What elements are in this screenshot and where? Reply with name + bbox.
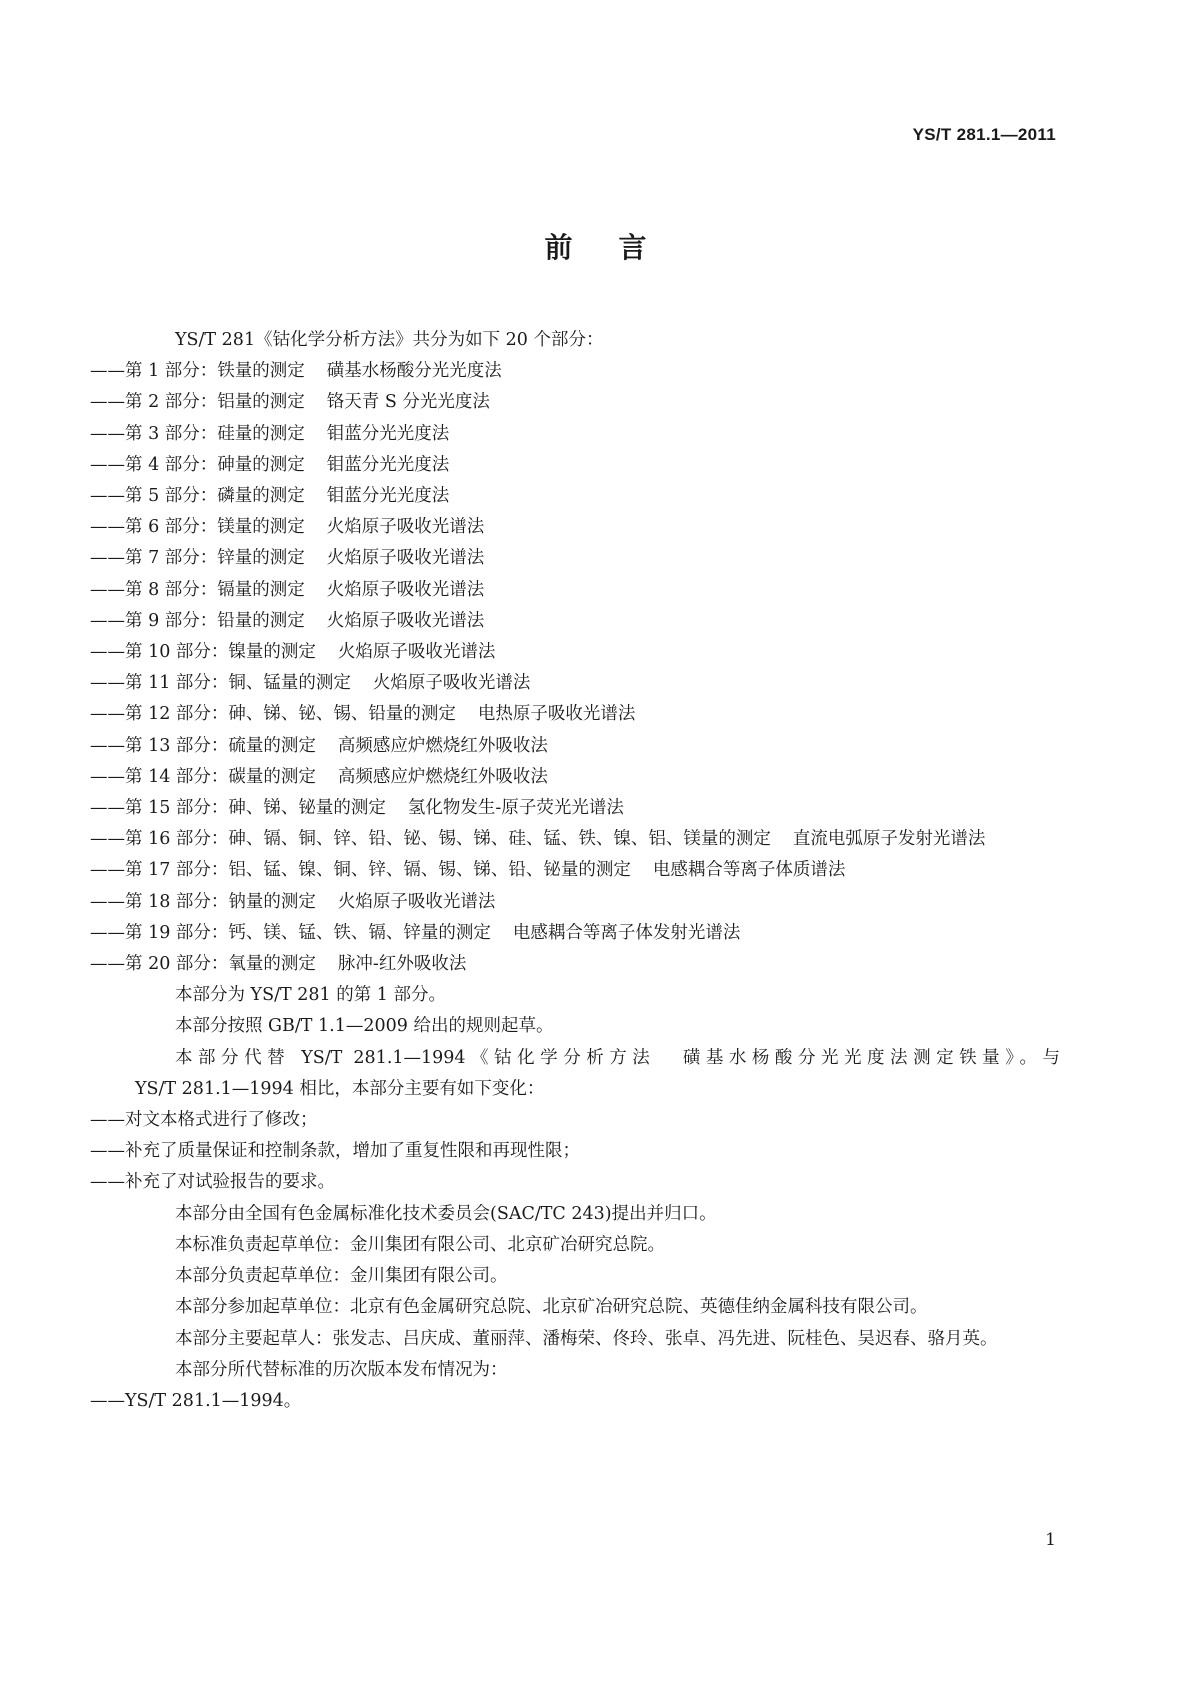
history-intro-paragraph: 本部分所代替标准的历次版本发布情况为： <box>175 1359 508 1380</box>
list-item: ——第 8 部分：镉量的测定 火焰原子吸收光谱法 <box>90 579 485 600</box>
parts-list <box>90 356 1060 980</box>
page-title: 前言 <box>544 231 693 264</box>
list-item: ——第 3 部分：硅量的测定 钼蓝分光光度法 <box>90 423 450 444</box>
participating-units-paragraph: 本部分参加起草单位：北京有色金属研究总院、北京矿冶研究总院、英德佳纳金属科技有限公司。 <box>175 1297 928 1318</box>
list-item: ——第 13 部分：硫量的测定 高频感应炉燃烧红外吸收法 <box>90 735 548 756</box>
standard-code: YS/T 281.1—2011 <box>912 125 1056 144</box>
list-item: ——第 17 部分：铝、锰、镍、铜、锌、镉、锡、锑、铅、铋量的测定 电感耦合等离子体质谱法 <box>90 860 846 881</box>
list-item: ——第 11 部分：铜、锰量的测定 火焰原子吸收光谱法 <box>90 673 531 694</box>
list-item: ——补充了对试验报告的要求。 <box>90 1172 335 1193</box>
list-item: ——第 7 部分：锌量的测定 火焰原子吸收光谱法 <box>90 548 485 569</box>
list-item: ——第 5 部分：磷量的测定 钼蓝分光光度法 <box>90 486 450 507</box>
replaces-paragraph: 本部分代替 YS/T 281.1—1994《钴化学分析方法 磺基水杨酸分光光度法测定铁量》。与 YS/T 281.1—1994 相比，本部分主要有如下变化： <box>135 1047 1060 1099</box>
foreword-body <box>90 325 1060 1417</box>
list-item: ——第 2 部分：铝量的测定 铬天青 S 分光光度法 <box>90 392 490 413</box>
main-drafters-paragraph: 本部分主要起草人：张发志、吕庆成、董丽萍、潘梅荣、佟玲、张卓、冯先进、阮桂色、吴迟春、骆月英。 <box>175 1328 998 1349</box>
list-item: ——第 15 部分：砷、锑、铋量的测定 氢化物发生-原子荧光光谱法 <box>90 798 624 819</box>
list-item: ——第 16 部分：砷、镉、铜、锌、铅、铋、锡、锑、硅、锰、铁、镍、铝、镁量的测定 直流电弧原子发射光谱法 <box>90 829 986 850</box>
list-item: ——第 10 部分：镍量的测定 火焰原子吸收光谱法 <box>90 642 496 663</box>
list-item: ——YS/T 281.1—1994。 <box>90 1390 302 1411</box>
list-item: ——第 9 部分：铅量的测定 火焰原子吸收光谱法 <box>90 610 485 631</box>
this-part-paragraph: 本部分为 YS/T 281 的第 1 部分。 <box>175 985 446 1006</box>
list-item: ——第 18 部分：钠量的测定 火焰原子吸收光谱法 <box>90 891 496 912</box>
list-item: ——第 19 部分：钙、镁、锰、铁、镉、锌量的测定 电感耦合等离子体发射光谱法 <box>90 922 741 943</box>
list-item: ——第 20 部分：氧量的测定 脉冲-红外吸收法 <box>90 954 467 975</box>
list-item: ——第 12 部分：砷、锑、铋、锡、铅量的测定 电热原子吸收光谱法 <box>90 704 636 725</box>
list-item: ——第 4 部分：砷量的测定 钼蓝分光光度法 <box>90 454 450 475</box>
history-list <box>90 1386 1060 1417</box>
standard-drafting-unit-paragraph: 本标准负责起草单位：金川集团有限公司、北京矿冶研究总院。 <box>175 1234 665 1255</box>
drafting-rule-paragraph: 本部分按照 GB/T 1.1—2009 给出的规则起草。 <box>175 1016 554 1037</box>
changes-list <box>90 1105 1060 1199</box>
list-item: ——第 1 部分：铁量的测定 磺基水杨酸分光光度法 <box>90 361 502 382</box>
list-item: ——第 6 部分：镁量的测定 火焰原子吸收光谱法 <box>90 517 485 538</box>
list-item: ——补充了质量保证和控制条款，增加了重复性限和再现性限； <box>90 1141 580 1162</box>
list-item: ——对文本格式进行了修改； <box>90 1110 318 1131</box>
proposed-by-paragraph: 本部分由全国有色金属标准化技术委员会(SAC/TC 243)提出并归口。 <box>175 1203 717 1224</box>
list-item: ——第 14 部分：碳量的测定 高频感应炉燃烧红外吸收法 <box>90 766 548 787</box>
page-number: 1 <box>1045 1530 1056 1550</box>
intro-paragraph: YS/T 281《钴化学分析方法》共分为如下 20 个部分： <box>175 330 604 350</box>
part-drafting-unit-paragraph: 本部分负责起草单位：金川集团有限公司。 <box>175 1266 508 1287</box>
